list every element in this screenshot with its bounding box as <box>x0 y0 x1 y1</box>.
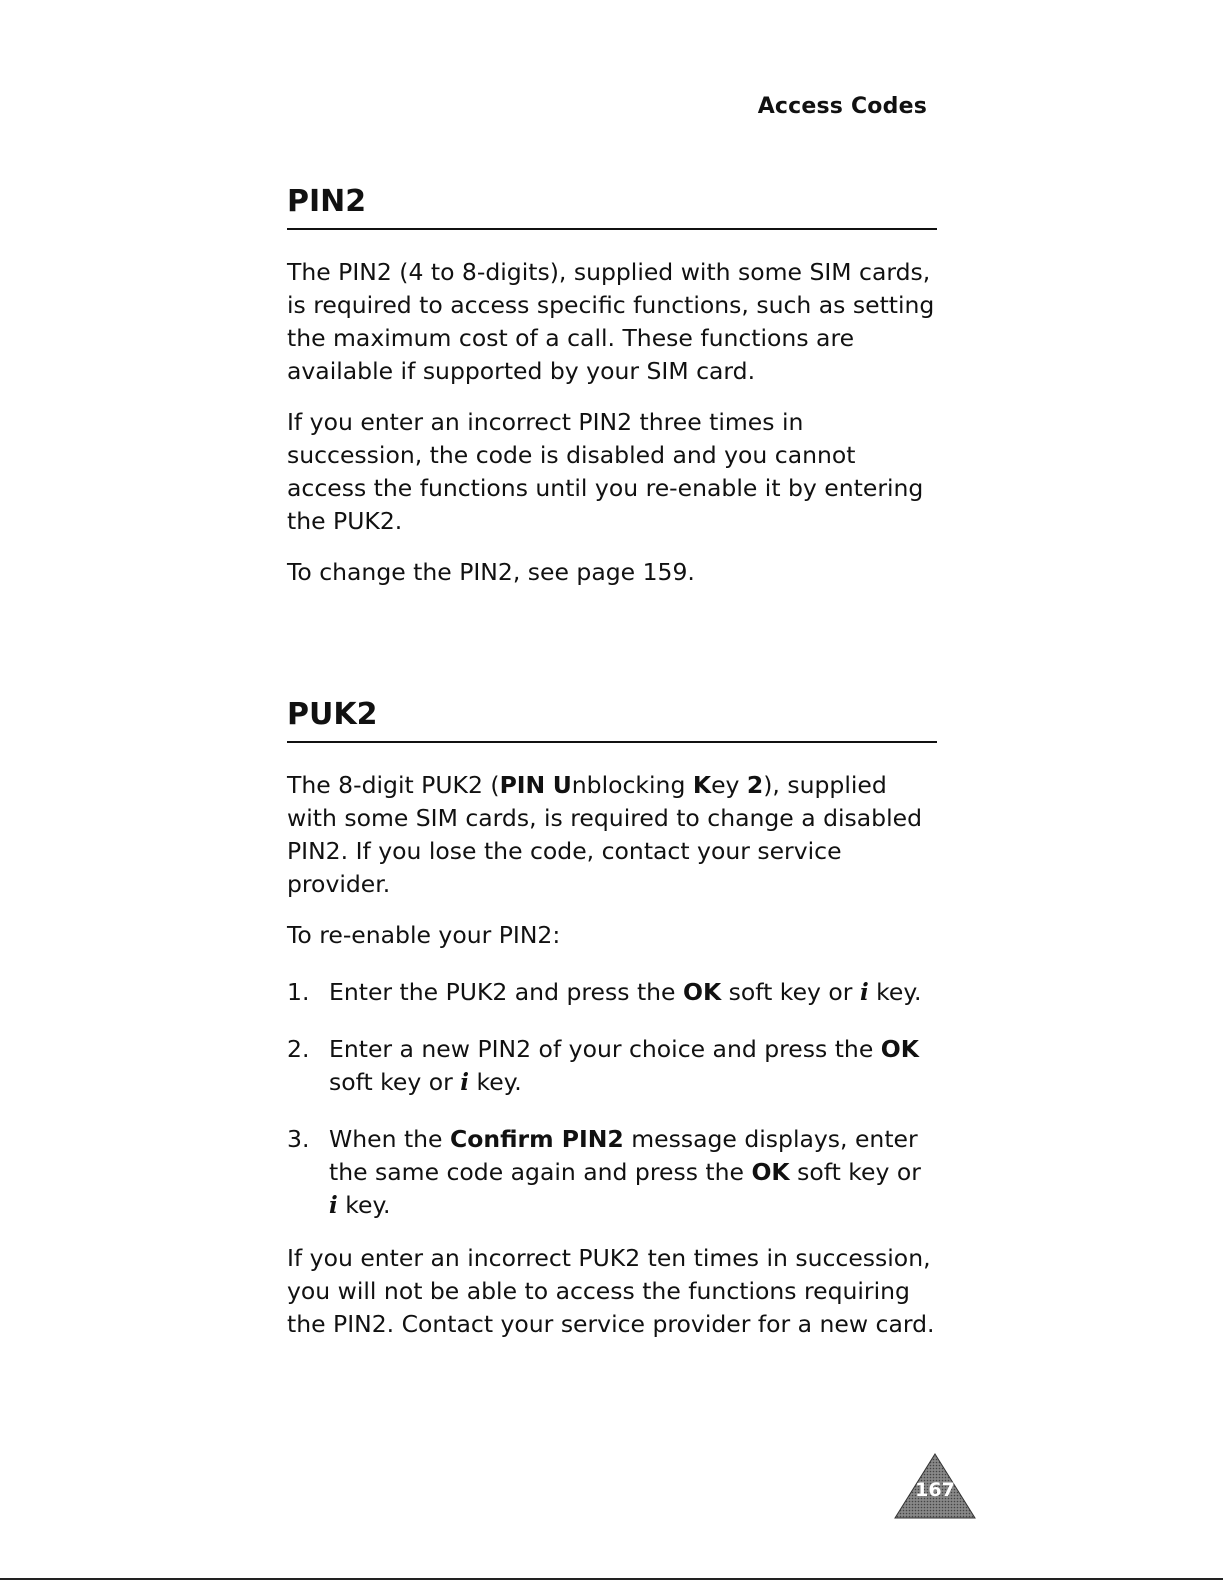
running-head: Access Codes <box>757 94 927 119</box>
step-text: message displays, enter the same code again and press the <box>329 1125 918 1186</box>
step-text: soft key or <box>329 1068 461 1096</box>
reenable-line: To re-enable your PIN2: <box>287 921 561 949</box>
step-text: key. <box>868 978 922 1006</box>
pin2-paragraph-3: To change the PIN2, see page 159. <box>287 558 695 586</box>
step-1 <box>287 976 937 1009</box>
ok-label: OK <box>682 978 722 1006</box>
step-text: soft key or <box>721 978 860 1006</box>
step-text: Enter the PUK2 and press the <box>329 978 683 1006</box>
pin2-paragraph-2: If you enter an incorrect PIN2 three times in succession, the code is disabled and you cannot access the functions until you re-enable it by entering the PUK2. <box>287 408 924 535</box>
puk2-intro <box>287 769 937 901</box>
confirm-pin2-label: Confirm PIN2 <box>450 1125 624 1153</box>
ey-text: ey <box>711 771 747 799</box>
steps-list <box>287 976 937 1222</box>
puk2-intro-start: The 8-digit PUK2 ( <box>287 771 500 799</box>
step-number: 3. <box>287 1125 310 1153</box>
pin2-heading: PIN2 <box>287 184 937 230</box>
step-number: 2. <box>287 1035 310 1063</box>
step-text: When the <box>329 1125 450 1153</box>
step-2 <box>287 1033 937 1099</box>
ok-label: OK <box>751 1158 790 1186</box>
pin2-paragraph-1: The PIN2 (4 to 8-digits), supplied with some SIM cards, is required to access specific functions, such as setting the maximum cost of a call. These functions are available if supported by your SIM card. <box>287 258 935 385</box>
page-number-badge <box>893 1452 977 1520</box>
step-text: key. <box>337 1191 391 1219</box>
ok-label: OK <box>880 1035 919 1063</box>
nblocking-text: nblocking <box>571 771 693 799</box>
page-number: 167 <box>915 1479 955 1501</box>
step-text: soft key or <box>789 1158 921 1186</box>
u-letter: U <box>552 771 572 799</box>
k-letter: K <box>692 771 712 799</box>
pin2-section <box>287 184 937 589</box>
puk2-heading: PUK2 <box>287 697 937 743</box>
step-3 <box>287 1123 937 1222</box>
bottom-rule <box>0 1578 1223 1580</box>
step-number: 1. <box>287 978 310 1006</box>
menu-key-icon: i <box>460 1069 470 1096</box>
step-text: Enter a new PIN2 of your choice and press the <box>329 1035 881 1063</box>
menu-key-icon: i <box>329 1192 338 1219</box>
step-text: key. <box>469 1068 522 1096</box>
pin-abbrev: PIN <box>499 771 546 799</box>
puk2-closing: If you enter an incorrect PUK2 ten times in succession, you will not be able to access the functions requiring the PIN2. Contact your service provider for a new card. <box>287 1244 935 1338</box>
puk2-intro-end: ), supplied with some SIM cards, is required to change a disabled PIN2. If you lose the code, contact your service provider. <box>287 771 923 898</box>
two-digit: 2 <box>746 771 764 799</box>
puk2-section <box>287 697 937 1341</box>
menu-key-icon: i <box>859 979 869 1006</box>
